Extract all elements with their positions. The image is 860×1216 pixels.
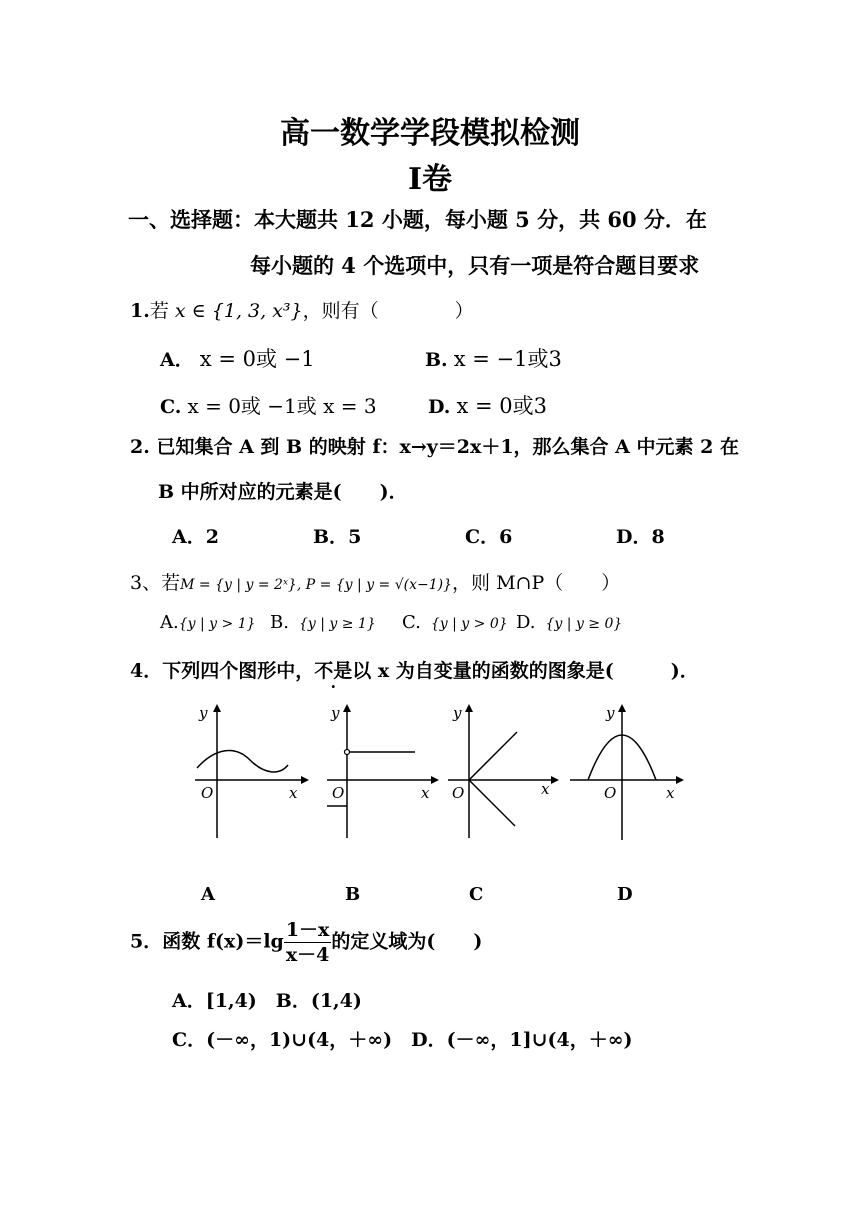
graph-a-curve xyxy=(197,751,288,772)
page-subtitle: Ⅰ卷 xyxy=(407,162,453,197)
graph-b-open-point xyxy=(345,750,350,755)
question-1-stem xyxy=(130,296,474,323)
q3-option-d[interactable] xyxy=(516,612,622,633)
q1-option-a[interactable] xyxy=(160,343,315,373)
q3-option-c[interactable] xyxy=(402,612,508,633)
fraction-numerator: 1－x xyxy=(285,919,330,941)
q5-options-row1[interactable]: A．[1,4) B．(1,4) xyxy=(172,990,362,1012)
question-3-suffix: ，则 M∩P（ ） xyxy=(452,572,621,594)
graph-d-x-label: x xyxy=(666,784,675,802)
question-5-prefix: 5．函数 f(x)＝lg xyxy=(130,930,284,953)
fraction-denominator: x－4 xyxy=(285,944,330,966)
section-heading-line2: 每小题的 4 个选项中，只有一项是符合题目要求 xyxy=(250,253,700,278)
option-text: x = 0或 −1 xyxy=(199,347,315,371)
q1-option-b[interactable] xyxy=(425,343,562,373)
option-value: 5 xyxy=(348,526,362,548)
graph-d-y-label: y xyxy=(606,704,615,722)
graph-a-label: A xyxy=(201,884,215,905)
option-label: A. xyxy=(160,612,179,633)
option-label: D． xyxy=(616,526,652,548)
option-text: {y | y > 0} xyxy=(430,616,508,632)
graph-a xyxy=(195,704,305,905)
option-label: C. xyxy=(402,612,421,633)
option-label: D. xyxy=(516,612,536,633)
graph-d-label: D xyxy=(617,884,633,905)
graph-c-lower-ray xyxy=(469,780,515,826)
q1-option-c[interactable] xyxy=(160,390,377,419)
graph-c xyxy=(448,704,555,905)
question-2-line1: 2. 已知集合 A 到 B 的映射 f：x→y＝2x＋1，那么集合 A 中元素 2 在 xyxy=(130,436,739,458)
option-text: {y | y ≥ 0} xyxy=(545,616,623,632)
option-text: {y | y > 1} xyxy=(178,616,256,632)
option-value: 6 xyxy=(499,526,513,548)
q2-option-a[interactable] xyxy=(172,522,219,549)
graph-d-origin: O xyxy=(604,784,617,802)
question-1-prefix: 若 xyxy=(149,300,169,322)
question-1-expr: x ∈ {1, 3, x³} xyxy=(174,300,303,322)
graph-b-label: B xyxy=(345,884,361,905)
option-label: B． xyxy=(313,526,349,548)
graph-b xyxy=(327,704,435,905)
option-label: C． xyxy=(465,526,500,548)
graph-b-x-label: x xyxy=(421,784,430,802)
q2-option-c[interactable] xyxy=(465,522,512,549)
question-5-fraction xyxy=(284,918,332,967)
question-2-line2: B 中所对应的元素是( )． xyxy=(158,481,408,503)
question-4-stem xyxy=(130,656,699,683)
q3-option-a[interactable] xyxy=(160,612,256,633)
graph-b-y-label: y xyxy=(331,704,340,722)
question-4-pre: 4．下列四个图形中， xyxy=(130,660,315,682)
graph-a-y-label: y xyxy=(199,704,208,722)
function-graphs xyxy=(0,690,860,920)
option-text: x = −1或3 xyxy=(453,347,562,371)
option-label: D. xyxy=(428,396,451,418)
graph-b-origin: O xyxy=(332,784,345,802)
question-3-expr: M = {y | y = 2ˣ}, P = {y | y = √(x−1)} xyxy=(180,577,453,593)
option-text: x = 0或3 xyxy=(456,394,547,418)
page-title: 高一数学学段模拟检测 xyxy=(280,116,580,151)
question-4-post: 以 x 为自变量的函数的图象是( )． xyxy=(352,660,699,682)
option-label: B. xyxy=(425,349,448,371)
q2-option-d[interactable] xyxy=(616,522,665,549)
graph-c-y-label: y xyxy=(453,704,462,722)
graph-c-label: C xyxy=(469,884,484,905)
option-value: 2 xyxy=(205,526,219,548)
question-1-suffix: ，则有（ ） xyxy=(302,300,474,322)
question-1-number: 1. xyxy=(130,300,150,322)
graph-d xyxy=(570,704,680,905)
option-label: C. xyxy=(160,396,182,418)
q2-option-b[interactable] xyxy=(313,522,361,549)
graph-c-x-label: x xyxy=(541,780,550,798)
section-heading-line1: 一、选择题：本大题共 12 小题，每小题 5 分，共 60 分．在 xyxy=(128,207,707,232)
graph-c-upper-ray xyxy=(469,732,517,780)
question-4-emphasis: 不是 xyxy=(314,660,353,682)
graph-c-origin: O xyxy=(452,784,465,802)
question-3-stem xyxy=(130,568,620,595)
question-5-suffix: 的定义域为( ) xyxy=(331,930,483,953)
option-label: A． xyxy=(172,526,206,548)
option-text: x = 0或 −1或 x = 3 xyxy=(187,394,377,418)
question-5-stem xyxy=(130,918,482,967)
q1-option-d[interactable] xyxy=(428,390,547,420)
option-text: {y | y ≥ 1} xyxy=(298,616,376,632)
option-value: 8 xyxy=(651,526,665,548)
graph-a-origin: O xyxy=(201,784,214,802)
question-3-prefix: 3、若 xyxy=(130,572,181,594)
option-label: A． xyxy=(160,349,194,371)
q5-options-row2[interactable]: C．(－∞，1)∪(4，＋∞) D．(－∞，1]∪(4，＋∞) xyxy=(172,1029,633,1051)
q3-option-b[interactable] xyxy=(270,612,376,633)
option-label: B. xyxy=(270,612,289,633)
graph-a-x-label: x xyxy=(289,784,298,802)
